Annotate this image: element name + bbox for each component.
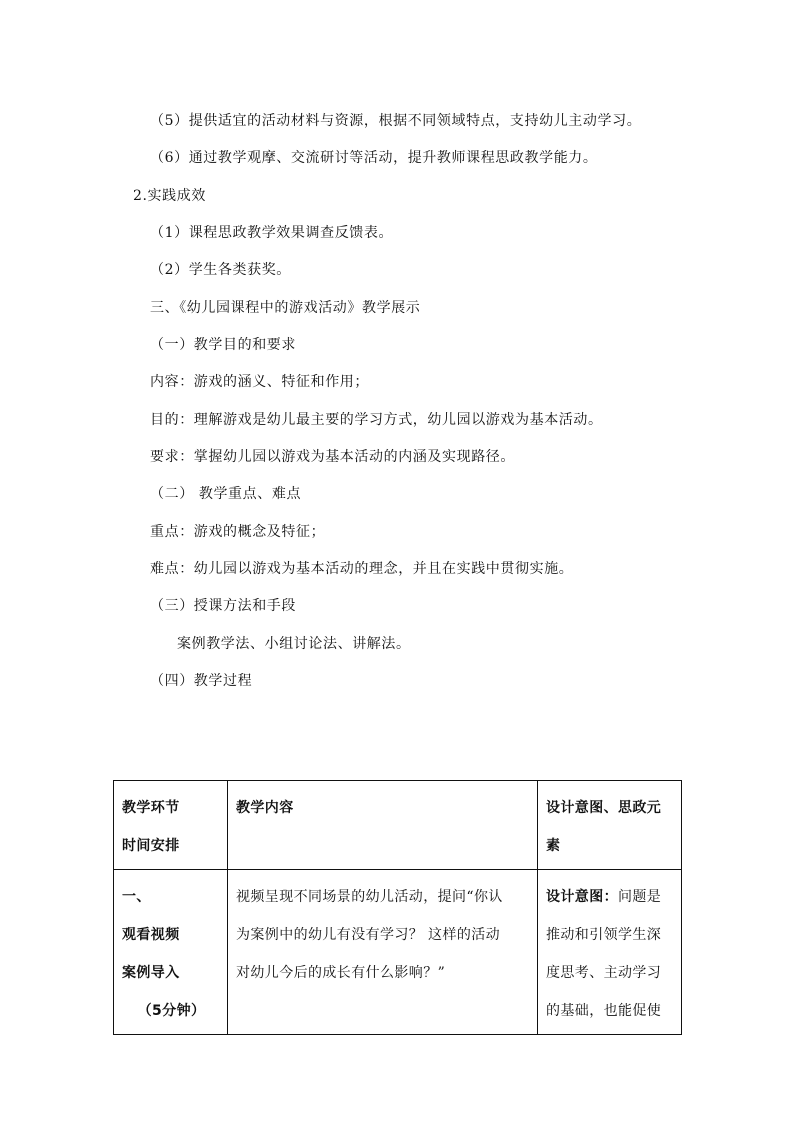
header-content-label: 教学内容 (236, 800, 294, 816)
design-line-4: 的基础，也能促使 (546, 1003, 662, 1019)
cell-stage-video-intro (114, 870, 228, 1035)
stage-title-line2: 案例导入 (122, 965, 180, 981)
design-intent-label: 设计意图： (546, 889, 618, 905)
content-line-1: 视频呈现不同场景的幼儿活动，提问“你认 (236, 889, 503, 905)
header-design-label-line1: 设计意图、思政元 (546, 800, 662, 816)
teaching-process-table (113, 780, 682, 1035)
subheading-key-difficult-points: （二） 教学重点、难点 (150, 486, 302, 502)
content-line-2: 为案例中的幼儿有没有学习？ 这样的活动 (236, 927, 501, 943)
table-header-row (114, 781, 682, 870)
header-stage-label: 教学环节 (122, 800, 180, 816)
stage-duration: （5分钟） (137, 1003, 206, 1019)
paragraph-item-5: （5）提供适宜的活动材料与资源，根据不同领域特点，支持幼儿主动学习。 (150, 113, 642, 129)
paragraph-feedback-survey: （1）课程思政教学效果调查反馈表。 (150, 225, 394, 241)
design-line-1-text: 问题是 (618, 889, 662, 905)
stage-number: 一、 (122, 889, 151, 905)
subheading-teaching-process: （四）教学过程 (150, 673, 253, 689)
design-line-2: 推动和引领学生深 (546, 927, 662, 943)
design-line-3: 度思考、主动学习 (546, 965, 662, 981)
section-heading-practice-results: 2.实践成效 (133, 188, 206, 204)
paragraph-difficult-point: 难点：幼儿园以游戏为基本活动的理念，并且在实践中贯彻实施。 (150, 561, 574, 577)
header-design-label-line2: 素 (546, 838, 561, 854)
section-heading-teaching-demo: 三、《幼儿园课程中的游戏活动》教学展示 (150, 300, 421, 316)
design-line-1 (546, 878, 675, 916)
subheading-teaching-methods: （三）授课方法和手段 (150, 598, 296, 614)
paragraph-methods: 案例教学法、小组讨论法、讲解法。 (177, 636, 411, 652)
paragraph-item-6: （6）通过教学观摩、交流研讨等活动，提升教师课程思政教学能力。 (150, 150, 598, 166)
subheading-goals-requirements: （一）教学目的和要求 (150, 337, 296, 353)
header-cell-content (228, 781, 538, 870)
cell-content-video (228, 870, 538, 1035)
paragraph-purpose: 目的：理解游戏是幼儿最主要的学习方式，幼儿园以游戏为基本活动。 (150, 412, 603, 428)
table-row (114, 870, 682, 1035)
header-cell-design-intent (538, 781, 682, 870)
header-time-label: 时间安排 (122, 838, 180, 854)
paragraph-key-point: 重点：游戏的概念及特征； (150, 524, 326, 540)
header-cell-stage-time (114, 781, 228, 870)
paragraph-content: 内容：游戏的涵义、特征和作用； (150, 374, 369, 390)
paragraph-student-awards: （2）学生各类获奖。 (150, 262, 291, 278)
stage-title-line1: 观看视频 (122, 927, 180, 943)
cell-design-intent (538, 870, 682, 1035)
content-line-3: 对幼儿今后的成长有什么影响？” (236, 965, 446, 981)
paragraph-requirements: 要求：掌握幼儿园以游戏为基本活动的内涵及实现路径。 (150, 449, 515, 465)
